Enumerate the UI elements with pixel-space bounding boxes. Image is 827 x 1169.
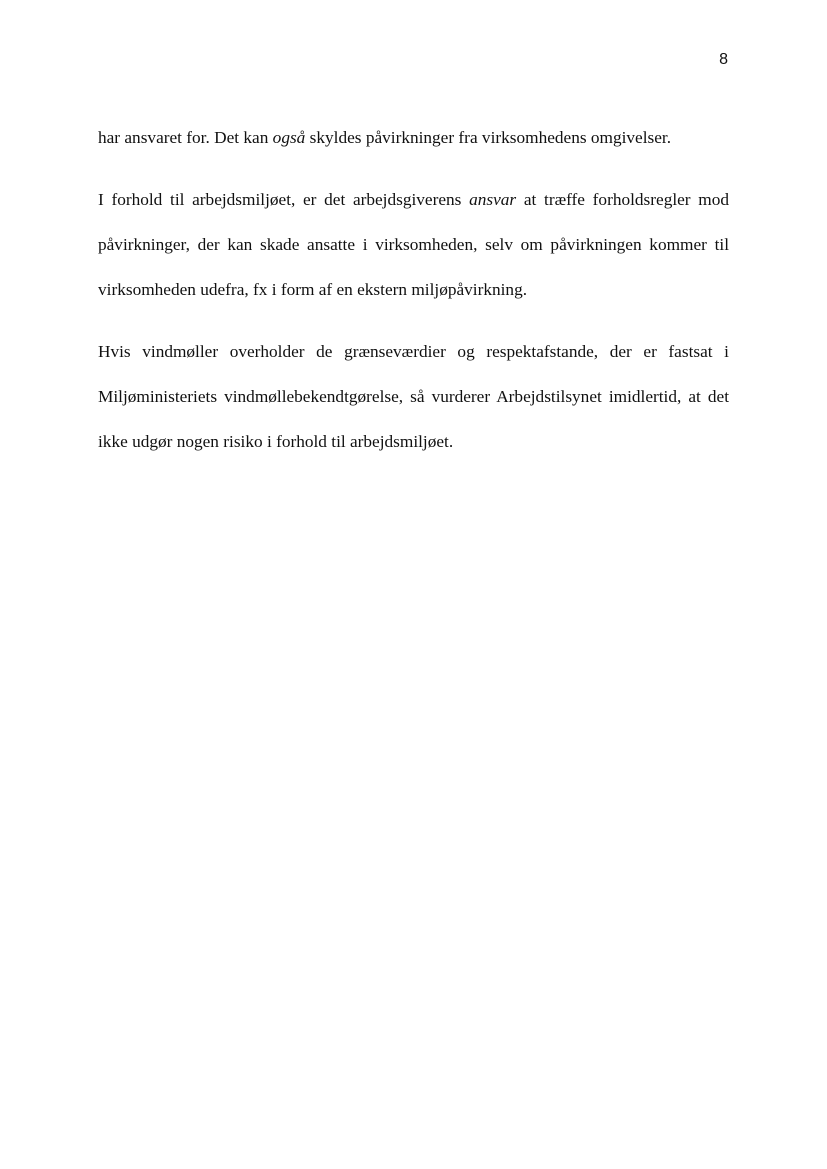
page-number: 8 — [719, 51, 728, 68]
document-body — [98, 115, 729, 464]
text-segment: at træffe forholdsregler mod påvirkninger, der kan skade ansatte i virksomheden, selv om påvirkningen kommer til virksomheden udefra, fx i form af en ekstern miljøpåvirkning. — [98, 190, 729, 299]
paragraph-2 — [98, 177, 729, 312]
text-segment: I forhold til arbejdsmiljøet, er det arbejdsgiverens — [98, 190, 470, 209]
text-segment: Hvis vindmøller overholder de grænseværdier og respektafstande, der er fastsat i Miljøministeriets vindmøllebekendtgørelse, så vurderer Arbejdstilsynet imidlertid, at det ikke udgør nogen risiko i forhold til arbejdsmiljøet. — [98, 342, 729, 451]
text-segment: skyldes påvirkninger fra virksomhedens omgivelser. — [305, 128, 672, 147]
emphasis-text: ansvar — [469, 190, 517, 209]
paragraph-1 — [98, 115, 729, 160]
paragraph-3 — [98, 329, 729, 464]
emphasis-text: også — [272, 128, 306, 147]
text-segment: har ansvaret for. Det kan — [98, 128, 273, 147]
